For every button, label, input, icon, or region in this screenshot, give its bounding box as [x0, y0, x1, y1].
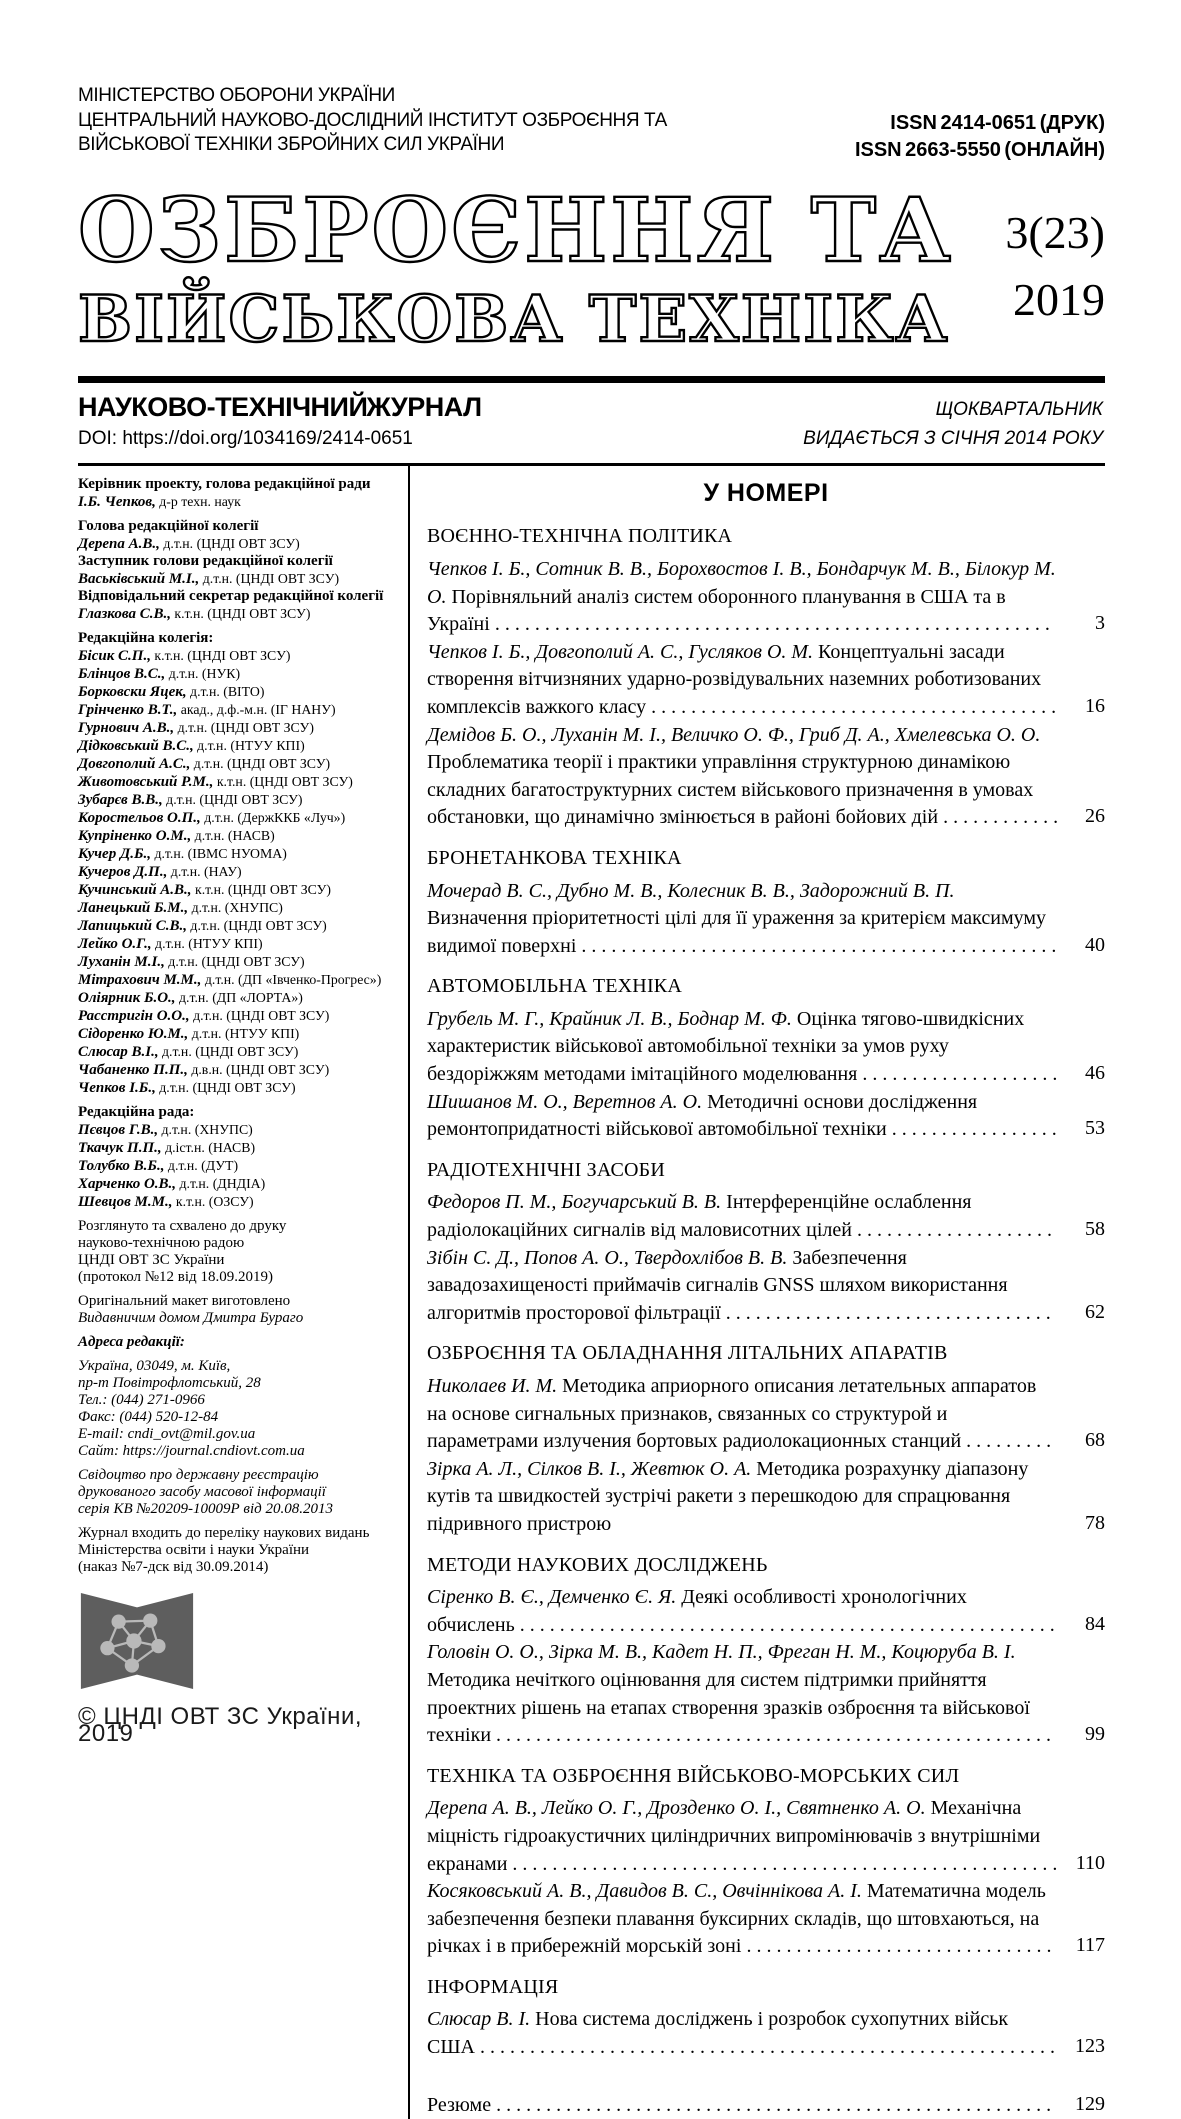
board-list — [78, 647, 400, 1097]
toc-entry-title: Порівняльний аналіз систем оборонного планування в США та в Україні — [427, 585, 1006, 636]
member-name: Дерепа А.В., — [78, 535, 160, 552]
journal-type-label: НАУКОВО-ТЕХНІЧНИЙ ЖУРНАЛ — [78, 392, 482, 422]
member-line — [78, 935, 400, 953]
toc-entry — [427, 2092, 1105, 2119]
toc-entry-authors: Мочерад В. С., Дубно М. В., Колесник В. В., Задорожний В. П. — [427, 879, 955, 902]
toc-page-number: 68 — [1085, 1429, 1105, 1452]
member-line — [78, 647, 400, 665]
member-name: Лапицький С.В., — [78, 917, 187, 934]
member-degree: д.т.н. (ЦНДІ ОВТ ЗСУ) — [159, 535, 300, 551]
issn-online: ISSN 2663-5550 (ОНЛАЙН) — [854, 139, 1105, 161]
toc-entry-authors: Слюсар В. І. — [427, 2008, 536, 2031]
ministry-block — [78, 84, 667, 158]
toc-entry-authors: Головін О. О., Зірка М. В., Кадет Н. П., Фреган Н. М., Коцюруба В. І. — [427, 1641, 1016, 1664]
member-line — [78, 605, 400, 623]
toc-entry — [427, 1584, 1105, 1639]
certificate-block — [78, 1467, 400, 1518]
toc-leader-dots: . . . . . . . . . . . . . . . . . . . . . . . . . . . . . . . . . . . . . . . . . . . . . . . . . . . . . . . . — [489, 613, 1050, 636]
toc-entry-authors: Шишанов М. О., Веретнов А. О. — [427, 1090, 708, 1113]
ministry-line: ЦЕНТРАЛЬНИЙ НАУКОВО-ДОСЛІДНИЙ ІНСТИТУТ ОЗБРОЄННЯ ТА — [78, 109, 667, 131]
toc-leader-dots: . . . . . . . . . . . . . . . . . . . . . . . . . . . . . . . . . . . . . . . . . . . . . . . . . . . . . . . . — [491, 2093, 1052, 2116]
member-degree: д.іст.н. (НАСВ) — [161, 1139, 256, 1155]
toc-leader-dots: . . . . . . . . . . . . . . . . . . . . . . . . . . . . . . . . . . . . . . . . . . . . . . . . . . . . . . — [514, 1613, 1055, 1636]
member-name: Гурнович А.В., — [78, 719, 175, 736]
member-line — [78, 719, 400, 737]
certificate-line: Свідоцтво про державну реєстрацію — [78, 1466, 319, 1483]
member-name: Слюсар В.І., — [78, 1043, 159, 1060]
member-name: Грінченко В.Т., — [78, 701, 178, 718]
toc-leader-dots: . . . . . . . . . — [961, 1430, 1052, 1453]
approval-line: Розглянуто та схвалено до друку — [78, 1217, 287, 1234]
toc-column — [410, 466, 1105, 2119]
member-degree: д.т.н. (ДНДІА) — [176, 1175, 266, 1191]
project-head-block — [78, 476, 400, 511]
member-degree: д.т.н. (ДержККБ «Луч») — [200, 809, 346, 825]
approval-block — [78, 1218, 400, 1286]
council-label: Редакційна рада: — [78, 1103, 195, 1120]
issn-print: ISSN 2414-0651 (ДРУК) — [890, 112, 1105, 134]
member-name: І.Б. Чепков, — [78, 493, 156, 510]
member-degree: д.т.н. (ЦНДІ ОВТ ЗСУ) — [186, 917, 327, 933]
member-name: Дідковський В.С., — [78, 737, 194, 754]
toc-page-number: 110 — [1075, 1851, 1105, 1874]
toc-section-title: ВОЄННО-ТЕХНІЧНА ПОЛІТИКА — [427, 525, 733, 548]
member-degree: д.т.н. (ХНУПС) — [188, 899, 283, 915]
address-block — [78, 1334, 400, 1351]
role-label: Заступник голови редакційної колегії — [78, 552, 333, 569]
member-name: Блінцов В.С., — [78, 665, 166, 682]
toc-page-number: 123 — [1075, 2035, 1105, 2058]
member-name: Лейко О.Г., — [78, 935, 152, 952]
layout-maker-block — [78, 1293, 400, 1327]
member-line — [78, 1175, 400, 1193]
issue-block — [1005, 186, 1105, 352]
member-degree: д.т.н. (ЦНДІ ОВТ ЗСУ) — [164, 953, 305, 969]
toc-page-number: 78 — [1085, 1511, 1105, 1534]
member-line — [78, 665, 400, 683]
toc-entry-title: Методика розрахунку діапазону кутів та швидкостей зустрічі ракети з перешкодою для спрацювання підривного пристрою — [427, 1457, 1029, 1535]
member-name: Васьківський М.І., — [78, 570, 200, 587]
member-degree: д.т.н. (НАУ) — [167, 863, 242, 879]
member-name: Чабаненко П.П., — [78, 1061, 188, 1078]
ministry-line: ВІЙСЬКОВОЇ ТЕХНІКИ ЗБРОЙНИХ СИЛ УКРАЇНИ — [78, 134, 505, 156]
member-degree: д.т.н. (ДП «Івченко-Прогрес») — [201, 971, 382, 987]
toc-section-title: МЕТОДИ НАУКОВИХ ДОСЛІДЖЕНЬ — [427, 1553, 768, 1576]
toc-entry-authors: Николаев И. М. — [427, 1375, 563, 1397]
toc-leader-dots: . . . . . . . . . . . . — [938, 806, 1059, 829]
toc-entry-authors: Федоров П. М., Богучарський В. В. — [427, 1191, 727, 1214]
member-name: Бісик С.П., — [78, 647, 151, 664]
member-name: Коростельов О.П., — [78, 809, 201, 826]
member-degree: д.т.н. (ДУТ) — [164, 1157, 239, 1173]
member-line — [78, 1121, 400, 1139]
page-header — [78, 84, 1105, 164]
institute-logo — [78, 1590, 400, 1692]
editorial-column — [78, 466, 400, 2119]
member-name: Ланецький Б.М., — [78, 899, 189, 916]
toc-entry — [427, 1245, 1105, 1328]
member-line — [78, 773, 400, 791]
copyright-line: © ЦНДІ ОВТ ЗС України, 2019 — [78, 1702, 363, 1747]
member-name: Толубко В.Б., — [78, 1157, 165, 1174]
member-degree: д.т.н. (НУК) — [165, 665, 241, 681]
ministry-line: МІНІСТЕРСТВО ОБОРОНИ УКРАЇНИ — [78, 85, 395, 106]
member-degree: к.т.н. (ЦНДІ ОВТ ЗСУ) — [191, 881, 332, 897]
member-degree: акад., д.ф.-м.н. (ІГ НАНУ) — [177, 701, 336, 717]
toc-entry-title: Проблематика теорії і практики управління структурною динамікою складних багатоструктурних систем військового призначення в умовах обстановки, що динамічно змінюється в районі бойових дій — [427, 751, 1034, 829]
member-line — [78, 953, 400, 971]
toc-page-number: 99 — [1085, 1723, 1105, 1746]
layout-maker-publisher: Видавничим домом Дмитра Бураго — [78, 1309, 304, 1326]
toc-page-number: 46 — [1085, 1062, 1105, 1085]
toc-entry-title: Механічна міцність гідроакустичних циліндричних випромінювачів з внутрішніми екранами — [427, 1797, 1041, 1875]
listing-line: Журнал входить до переліку наукових видань — [78, 1524, 370, 1541]
issue-number: 3(23) — [1005, 207, 1105, 258]
toc-page-number: 16 — [1085, 694, 1105, 717]
listing-block — [78, 1525, 400, 1576]
member-degree: к.т.н. (ЦНДІ ОВТ ЗСУ) — [213, 773, 353, 789]
member-name: Зубарєв В.В., — [78, 791, 163, 808]
toc-section-title: ОЗБРОЄННЯ ТА ОБЛАДНАННЯ ЛІТАЛЬНИХ АПАРАТІВ — [427, 1342, 948, 1365]
member-name: Кучинський А.В., — [78, 881, 192, 898]
toc-entry — [427, 1373, 1105, 1456]
certificate-line: друкованого засобу масової інформації — [78, 1483, 326, 1500]
toc-section-title: ІНФОРМАЦІЯ — [427, 1975, 559, 1998]
project-head-line — [78, 493, 400, 511]
toc-leader-dots: . . . . . . . . . . . . . . . . . . . . . . . . . . . . . . . . . — [720, 1301, 1051, 1324]
member-name: Луханін М.І., — [78, 953, 165, 970]
toc-section-title: БРОНЕТАНКОВА ТЕХНІКА — [427, 846, 682, 869]
masthead — [78, 178, 1105, 357]
toc-entry-title: Нова система досліджень і розробок сухопутних військ США — [427, 2008, 1009, 2059]
toc-entry — [427, 722, 1105, 832]
member-degree: д.т.н. (НТУУ КПІ) — [188, 1025, 300, 1041]
toc-page-number: 62 — [1085, 1300, 1105, 1323]
member-degree: д.т.н. (НАСВ) — [191, 827, 275, 843]
toc-leader-dots: . . . . . . . . . . . . . . . . . . . . . . . . . . . . . . . . . . . . . . . . . — [646, 695, 1057, 718]
member-line — [78, 1061, 400, 1079]
address-line: Факс: (044) 520-12-84 — [78, 1408, 219, 1425]
toc-entry — [427, 1089, 1105, 1144]
member-name: Купріненко О.М., — [78, 827, 192, 844]
layout-maker-line: Оригінальний макет виготовлено — [78, 1292, 291, 1309]
toc-entry — [427, 1456, 1105, 1539]
member-name: Чепков І.Б., — [78, 1079, 156, 1096]
member-name: Оліярник Б.О., — [78, 989, 176, 1006]
toc-entry-authors: Дерепа А. В., Лейко О. Г., Дрозденко О. І., Святненко А. О. — [427, 1797, 931, 1820]
member-line — [78, 917, 400, 935]
issn-block — [855, 84, 1105, 164]
listing-line: Міністерства освіти і науки України — [78, 1541, 310, 1558]
address-label: Адреса редакції: — [78, 1333, 185, 1350]
member-line — [78, 701, 400, 719]
certificate-line: серія КВ №20209-10009Р від 20.08.2013 — [78, 1500, 333, 1517]
toc-entry-authors: Демідов Б. О., Луханін М. І., Величко О. Ф., Гриб Д. А., Хмелевська О. О. — [427, 723, 1041, 746]
toc-entry — [427, 1795, 1105, 1878]
address-lines — [78, 1358, 400, 1460]
toc-entry-authors: Чепков І. Б., Довгополий А. С., Гусляков О. М. — [427, 640, 819, 663]
toc-leader-dots: . . . . . . . . . . . . . . . . . . . . . . . . . . . . . . . . . . . . . . . . . . . . . . . . . . . . . . . — [507, 1852, 1058, 1875]
toc-section-title: ТЕХНІКА ТА ОЗБРОЄННЯ ВІЙСЬКОВО-МОРСЬКИХ СИЛ — [427, 1764, 960, 1787]
toc-page-number: 84 — [1085, 1612, 1105, 1635]
journal-title-line2: ВІЙСЬКОВА ТЕХНІКА — [78, 282, 950, 357]
toc-page-number: 53 — [1085, 1117, 1105, 1140]
member-degree: д.в.н. (ЦНДІ ОВТ ЗСУ) — [187, 1061, 330, 1077]
toc-page-number: 26 — [1085, 805, 1105, 828]
member-line — [78, 1007, 400, 1025]
address-line: Тел.: (044) 271-0966 — [78, 1391, 205, 1408]
toc-entry-authors: Сіренко В. Є., Демченко Є. Я. — [427, 1586, 682, 1609]
toc-entry-title: Інтерференційне ослаблення радіолокаційних сигналів від маловисотних цілей — [427, 1191, 972, 1242]
toc-entry-title: Методика априорного описания летательных аппаратов на основе сигнальных признаков, связанных со структурой и параметрами излучения бортовых радиолокационных станций — [427, 1375, 1037, 1453]
toc-entry-title: Деякі особливості хронологічних обчислень — [427, 1586, 967, 1636]
address-line: Україна, 03049, м. Київ, — [78, 1357, 231, 1374]
member-line — [78, 535, 400, 553]
editorial-council-block — [78, 1104, 400, 1211]
horizontal-rule-thick — [78, 376, 1105, 383]
toc-sections — [427, 523, 1105, 2061]
network-banner-icon — [78, 1590, 196, 1692]
member-line — [78, 899, 400, 917]
toc-entry-title: Резюме — [427, 2093, 492, 2116]
toc-entry-title: Методичні основи дослідження ремонтопридатності військової автомобільної техніки — [427, 1090, 978, 1141]
toc-entry — [427, 639, 1105, 722]
toc-entry — [427, 2006, 1105, 2061]
member-line — [78, 570, 400, 588]
member-degree: д.т.н. (ЦНДІ ОВТ ЗСУ) — [158, 1043, 299, 1059]
subtitle-band-left — [78, 392, 482, 450]
editorial-board-block — [78, 630, 400, 1097]
member-degree: д.т.н. (ВІТО) — [186, 683, 265, 699]
toc-entry-title: Математична модель забезпечення безпеки плавання буксирних складів, що штовхаються, на річках і в прибережній морській зоні — [427, 1880, 1046, 1958]
doi-line: DOI: https://doi.org/1034169/2414-0651 — [78, 428, 413, 449]
member-name: Кучеров Д.П., — [78, 863, 168, 880]
approval-line: (протокол №12 від 18.09.2019) — [78, 1268, 273, 1285]
project-head-label: Керівник проекту, голова редакційної ради — [78, 475, 371, 492]
member-degree: д.т.н. (ЦНДІ ОВТ ЗСУ) — [190, 755, 331, 771]
toc-page-number: 40 — [1085, 933, 1105, 956]
toc-section-title: РАДІОТЕХНІЧНІ ЗАСОБИ — [427, 1158, 666, 1181]
member-line — [78, 863, 400, 881]
periodicity-label: ЩОКВАРТАЛЬНИК — [935, 399, 1103, 420]
toc-section-title: АВТОМОБІЛЬНА ТЕХНІКА — [427, 975, 682, 998]
toc-page-number: 3 — [1095, 612, 1105, 635]
member-line — [78, 1193, 400, 1211]
address-line: пр-т Повітрофлотський, 28 — [78, 1374, 261, 1391]
member-degree: к.т.н. (ЦНДІ ОВТ ЗСУ) — [150, 647, 291, 663]
council-list — [78, 1121, 400, 1211]
toc-entry-title: Оцінка тягово-швидкісних характеристик військової автомобільної техніки за умов руху бездоріжжям методами імітаційного моделювання — [427, 1007, 1025, 1086]
listing-line: (наказ №7-дск від 30.09.2014) — [78, 1558, 269, 1575]
toc-leader-dots: . . . . . . . . . . . . . . . . . . . . . . . . . . . . . . . . . . . . . . . . . . . . . . . . . . . . . . . . — [491, 1724, 1052, 1747]
member-line — [78, 1025, 400, 1043]
toc-entry-title: Концептуальні засади створення вітчизняних ударно-розвідувальних наземних роботизованих комплексів важкого класу — [427, 640, 1042, 718]
member-line — [78, 791, 400, 809]
member-degree: д.т.н. (ХНУПС) — [158, 1121, 253, 1137]
member-line — [78, 1139, 400, 1157]
member-degree: д.т.н. (ЦНДІ ОВТ ЗСУ) — [174, 719, 314, 735]
role-label: Відповідальний секретар редакційної колегії — [78, 587, 384, 604]
address-line: E-mail: cndi_ovt@mil.gov.ua — [78, 1425, 256, 1442]
toc-entry-authors: Косяковський А. В., Давидов В. С., Овчіннікова А. І. — [427, 1880, 867, 1903]
toc-entry — [427, 556, 1105, 639]
member-name: Кучер Д.Б., — [78, 845, 151, 862]
member-degree: д.т.н. (ЦНДІ ОВТ ЗСУ) — [162, 791, 303, 807]
member-degree: д.т.н. (НТУУ КПІ) — [151, 935, 263, 951]
approval-line: науково-технічною радою — [78, 1234, 245, 1251]
member-line — [78, 809, 400, 827]
toc-page-number: 129 — [1075, 2092, 1105, 2115]
toc-heading: У НОМЕРІ — [703, 478, 829, 507]
published-since-label: ВИДАЄТЬСЯ З СІЧНЯ 2014 РОКУ — [803, 428, 1103, 450]
member-degree: д.т.н. (ІВМС НУОМА) — [151, 845, 287, 861]
toc-entry-authors: Грубель М. Г., Крайник Л. В., Боднар М. Ф. — [427, 1007, 797, 1030]
member-name: Сідоренко Ю.М., — [78, 1025, 189, 1042]
member-degree: д.т.н. (ЦНДІ ОВТ ЗСУ) — [155, 1079, 296, 1095]
toc-entry-title: Методика нечіткого оцінювання для систем підтримки прийняття проектних рішень на етапах створення зразків озброєння та військової техніки — [427, 1668, 1030, 1747]
member-degree: д.т.н. (ЦНДІ ОВТ ЗСУ) — [189, 1007, 330, 1023]
member-degree: к.т.н. (ЦНДІ ОВТ ЗСУ) — [170, 605, 311, 621]
toc-entry-authors: Чепков І. Б., Сотник В. В., Борохвостов І. В., Бондарчук М. В., Білокур М. О. — [427, 557, 1056, 608]
member-name: Пєвцов Г.В., — [78, 1121, 159, 1138]
member-degree: к.т.н. (ОЗСУ) — [172, 1193, 254, 1209]
member-degree: д-р техн. наук — [155, 493, 241, 509]
toc-leader-dots: . . . . . . . . . . . . . . . . . — [886, 1118, 1057, 1141]
toc-leader-dots: . . . . . . . . . . . . . . . . . . . . — [857, 1063, 1058, 1086]
approval-line: ЦНДІ ОВТ ЗС України — [78, 1251, 225, 1268]
toc-page-number: 117 — [1075, 1934, 1105, 1957]
toc-leader-dots: . . . . . . . . . . . . . . . . . . . . . . . . . . . . . . . — [741, 1935, 1052, 1958]
toc-entry-title: Визначення пріоритетності цілі для її ураження за критерієм максимуму видимої поверхні — [427, 907, 1046, 957]
member-name: Животовський Р.М., — [78, 773, 214, 790]
member-name: Расстригін О.О., — [78, 1007, 190, 1024]
toc-entry — [427, 1878, 1105, 1961]
member-name: Глазкова С.В., — [78, 605, 171, 622]
member-line — [78, 827, 400, 845]
toc-entry — [427, 878, 1105, 961]
toc-entry — [427, 1189, 1105, 1244]
toc-entry — [427, 1639, 1105, 1749]
toc-resume — [427, 2092, 1105, 2119]
member-line — [78, 1079, 400, 1097]
member-line — [78, 737, 400, 755]
subtitle-band-right — [803, 392, 1103, 454]
member-name: Мітрахович М.М., — [78, 971, 202, 988]
member-name: Ткачук П.П., — [78, 1139, 162, 1156]
content-columns — [78, 466, 1105, 2119]
subtitle-band — [78, 383, 1105, 463]
member-line — [78, 1043, 400, 1061]
toc-entry-authors: Зібін С. Д., Попов А. О., Твердохлібов В. В. — [427, 1246, 793, 1269]
journal-title-line1: ОЗБРОЄННЯ ТА — [78, 178, 954, 282]
toc-entry — [427, 1006, 1105, 1089]
toc-entry-authors: Зірка А. Л., Сілков В. І., Жевтюк О. А. — [427, 1457, 757, 1480]
journal-title — [78, 178, 954, 357]
role-label: Голова редакційної колегії — [78, 517, 259, 534]
board-label: Редакційна колегія: — [78, 629, 214, 646]
member-line — [78, 971, 400, 989]
member-name: Довгополий А.С., — [78, 755, 191, 772]
address-line: Сайт: https://journal.cndiovt.com.ua — [78, 1442, 305, 1459]
toc-entry-title: Забезпечення завадозахищеності приймачів сигналів GNSS шляхом використання алгоритмів просторової фільтрації — [427, 1246, 1008, 1324]
editorial-roles — [78, 518, 400, 623]
member-name: Шевцов М.М., — [78, 1193, 173, 1210]
toc-leader-dots: . . . . . . . . . . . . . . . . . . . . — [851, 1219, 1052, 1242]
member-line — [78, 755, 400, 773]
member-degree: д.т.н. (ЦНДІ ОВТ ЗСУ) — [199, 570, 340, 586]
member-line — [78, 1157, 400, 1175]
toc-page-number: 58 — [1085, 1218, 1105, 1241]
member-line — [78, 683, 400, 701]
issue-year: 2019 — [1013, 273, 1105, 325]
toc-leader-dots: . . . . . . . . . . . . . . . . . . . . . . . . . . . . . . . . . . . . . . . . . . . . . . . . . . . . . . . . . . — [474, 2036, 1055, 2059]
member-line — [78, 845, 400, 863]
member-name: Борковски Яцек, — [78, 683, 187, 700]
member-name: Харченко О.В., — [78, 1175, 177, 1192]
member-line — [78, 881, 400, 899]
member-line — [78, 989, 400, 1007]
toc-leader-dots: . . . . . . . . . . . . . . . . . . . . . . . . . . . . . . . . . . . . . . . . . . . . . . . . — [576, 934, 1057, 957]
member-degree: д.т.н. (НТУУ КПІ) — [193, 737, 305, 753]
member-degree: д.т.н. (ДП «ЛОРТА») — [175, 989, 303, 1005]
